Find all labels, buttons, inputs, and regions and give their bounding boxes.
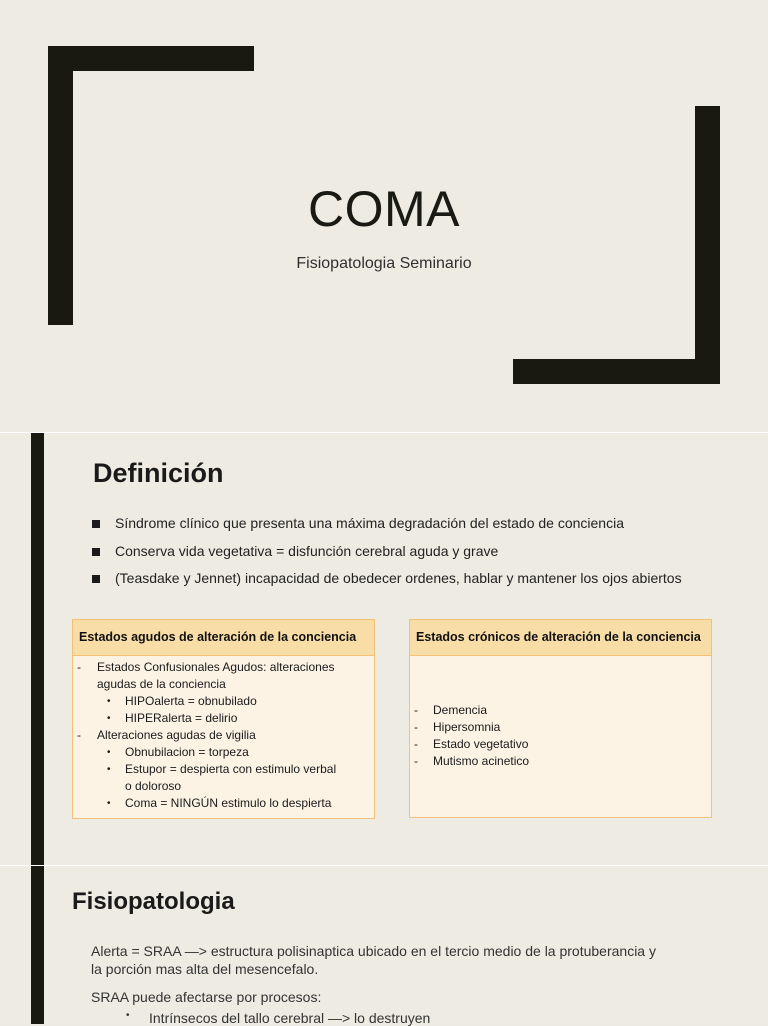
slide-heading: Definición [93,458,224,488]
list-item [92,513,682,533]
row-text-continued: agudas de la conciencia [97,677,226,691]
table-row [77,710,374,727]
list-item [92,568,682,588]
dash-bullet-icon: - [77,728,81,742]
list-item-text: Conserva vida vegetativa = disfunción cerebral aguda y grave [115,542,499,559]
paragraph-line: la porción mas alta del mesencefalo. [91,961,319,977]
acute-states-table [72,619,375,819]
slide-heading: Fisiopatologia [72,888,235,915]
row-text: Estado vegetativo [433,737,529,751]
round-bullet-icon: • [107,798,111,809]
row-text-continued: o doloroso [125,779,182,793]
square-bullet-icon [92,520,100,528]
side-stripe [31,433,44,865]
title-slide [0,0,768,432]
definition-list [92,513,682,596]
list-item-text: Síndrome clínico que presenta una máxima degradación del estado de conciencia [115,515,624,531]
table-row [77,761,374,795]
list-item-text: Intrínsecos del tallo cerebral —> lo destruyen [149,1010,431,1026]
table-row [414,719,711,736]
row-text: Alteraciones agudas de vigilia [97,728,256,742]
table-row [77,727,374,744]
row-text: Hipersomnia [433,720,501,734]
dash-bullet-icon: - [414,754,418,768]
table-row [414,702,711,719]
table-body [410,656,711,770]
round-bullet-icon: • [107,696,111,707]
list-item-text: (Teasdake y Jennet) incapacidad de obedecer ordenes, hablar y mantener los ojos abiertos [115,570,682,586]
corner-frame-top-left-horizontal [48,46,254,71]
dash-bullet-icon: - [414,703,418,717]
definicion-slide [0,433,768,865]
dash-bullet-icon: - [414,720,418,734]
paragraph [91,942,711,978]
table-row [414,753,711,770]
dash-bullet-icon: - [77,660,81,674]
square-bullet-icon [92,575,100,583]
table-row [77,795,374,812]
round-bullet-icon: • [107,764,111,775]
table-row [77,744,374,761]
chronic-states-table [409,619,712,818]
table-header: Estados agudos de alteración de la conciencia [73,620,374,656]
row-text: Estupor = despierta con estimulo verbal [125,762,337,776]
row-text: Demencia [433,703,488,717]
side-stripe [31,866,44,1024]
table-row [77,693,374,710]
slide-subtitle: Fisiopatologia Seminario [296,255,472,272]
round-bullet-icon: • [107,713,111,724]
paragraph-line: Alerta = SRAA —> estructura polisinaptica ubicado en el tercio medio de la protuberancia y [91,943,656,959]
table-row [77,659,374,693]
square-bullet-icon [92,548,100,556]
round-bullet-icon: • [107,747,111,758]
list-item [92,541,682,561]
row-text: Coma = NINGÚN estimulo lo despierta [125,796,332,810]
round-bullet-icon: • [126,1010,130,1021]
row-text: HIPOalerta = obnubilado [125,694,257,708]
row-text: Mutismo acinetico [433,754,530,768]
row-text: Obnubilacion = torpeza [125,745,249,759]
slide-title: COMA [308,181,460,237]
table-row [414,736,711,753]
row-text: HIPERalerta = delirio [125,711,238,725]
fisiopatologia-slide [0,866,768,1024]
row-text: Estados Confusionales Agudos: alteraciones [97,660,335,674]
table-header: Estados crónicos de alteración de la conciencia [410,620,711,656]
paragraph: SRAA puede afectarse por procesos: [91,989,322,1005]
dash-bullet-icon: - [414,737,418,751]
table-body [73,656,374,812]
corner-frame-bottom-right-horizontal [513,359,720,384]
corner-frame-bottom-right-vertical [695,106,720,384]
